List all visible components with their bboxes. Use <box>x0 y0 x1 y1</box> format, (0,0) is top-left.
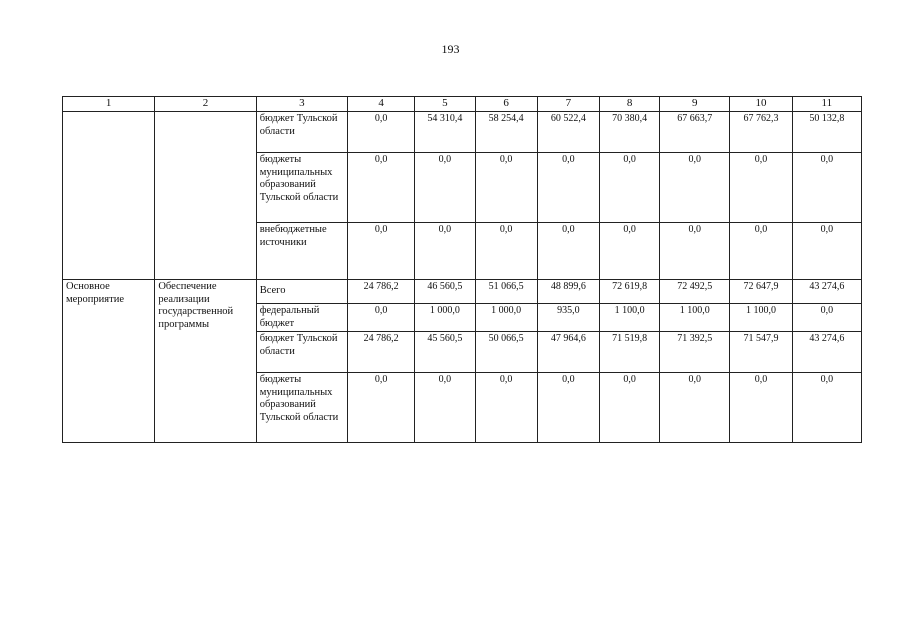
value-cell: 0,0 <box>348 112 415 153</box>
value-cell: 0,0 <box>415 223 475 280</box>
value-cell: 0,0 <box>660 373 730 443</box>
value-cell: 54 310,4 <box>415 112 475 153</box>
value-cell: 0,0 <box>348 153 415 223</box>
source-cell: бюджет Тульской области <box>256 332 347 373</box>
value-cell: 43 274,6 <box>792 332 861 373</box>
value-cell: 71 519,8 <box>599 332 659 373</box>
value-cell: 0,0 <box>348 223 415 280</box>
value-cell: 0,0 <box>537 153 599 223</box>
value-cell: 50 132,8 <box>792 112 861 153</box>
value-cell: 0,0 <box>792 304 861 332</box>
header-cell: 9 <box>660 97 730 112</box>
value-cell: 0,0 <box>415 373 475 443</box>
value-cell: 0,0 <box>475 223 537 280</box>
value-cell: 67 663,7 <box>660 112 730 153</box>
header-cell: 1 <box>63 97 155 112</box>
header-cell: 2 <box>155 97 256 112</box>
value-cell: 72 492,5 <box>660 280 730 304</box>
value-cell: 47 964,6 <box>537 332 599 373</box>
event-type-cell: Основное мероприятие <box>63 280 155 443</box>
empty-cell <box>155 112 256 280</box>
value-cell: 0,0 <box>599 373 659 443</box>
value-cell: 0,0 <box>599 153 659 223</box>
value-cell: 24 786,2 <box>348 280 415 304</box>
value-cell: 1 100,0 <box>599 304 659 332</box>
value-cell: 0,0 <box>537 373 599 443</box>
header-cell: 10 <box>730 97 792 112</box>
value-cell: 0,0 <box>730 153 792 223</box>
value-cell: 50 066,5 <box>475 332 537 373</box>
value-cell: 1 000,0 <box>415 304 475 332</box>
value-cell: 70 380,4 <box>599 112 659 153</box>
value-cell: 72 647,9 <box>730 280 792 304</box>
value-cell: 60 522,4 <box>537 112 599 153</box>
source-cell: бюджеты муниципальных образований Тульской области <box>256 153 347 223</box>
table-row <box>63 280 862 304</box>
source-cell: федеральный бюджет <box>256 304 347 332</box>
value-cell: 0,0 <box>730 223 792 280</box>
value-cell: 0,0 <box>660 223 730 280</box>
value-cell: 43 274,6 <box>792 280 861 304</box>
header-cell: 11 <box>792 97 861 112</box>
header-cell: 4 <box>348 97 415 112</box>
value-cell: 0,0 <box>792 223 861 280</box>
value-cell: 24 786,2 <box>348 332 415 373</box>
value-cell: 46 560,5 <box>415 280 475 304</box>
header-cell: 7 <box>537 97 599 112</box>
header-cell: 3 <box>256 97 347 112</box>
value-cell: 67 762,3 <box>730 112 792 153</box>
source-cell: Всего <box>256 280 347 304</box>
value-cell: 0,0 <box>348 304 415 332</box>
source-cell: бюджет Тульской области <box>256 112 347 153</box>
source-cell: внебюджетные источники <box>256 223 347 280</box>
value-cell: 1 100,0 <box>730 304 792 332</box>
value-cell: 935,0 <box>537 304 599 332</box>
value-cell: 0,0 <box>475 373 537 443</box>
budget-table <box>62 96 862 443</box>
value-cell: 0,0 <box>415 153 475 223</box>
value-cell: 0,0 <box>599 223 659 280</box>
value-cell: 1 100,0 <box>660 304 730 332</box>
value-cell: 0,0 <box>660 153 730 223</box>
page-number: 193 <box>441 42 460 56</box>
header-row <box>63 97 862 112</box>
value-cell: 1 000,0 <box>475 304 537 332</box>
table-row <box>63 112 862 153</box>
header-cell: 8 <box>599 97 659 112</box>
event-name-cell: Обеспечение реализации государственной программы <box>155 280 256 443</box>
value-cell: 71 547,9 <box>730 332 792 373</box>
value-cell: 0,0 <box>792 153 861 223</box>
value-cell: 51 066,5 <box>475 280 537 304</box>
header-cell: 5 <box>415 97 475 112</box>
value-cell: 48 899,6 <box>537 280 599 304</box>
value-cell: 71 392,5 <box>660 332 730 373</box>
value-cell: 45 560,5 <box>415 332 475 373</box>
source-cell: бюджеты муниципальных образований Тульской области <box>256 373 347 443</box>
value-cell: 0,0 <box>537 223 599 280</box>
empty-cell <box>63 112 155 280</box>
value-cell: 58 254,4 <box>475 112 537 153</box>
value-cell: 0,0 <box>730 373 792 443</box>
value-cell: 0,0 <box>348 373 415 443</box>
header-cell: 6 <box>475 97 537 112</box>
value-cell: 0,0 <box>792 373 861 443</box>
value-cell: 72 619,8 <box>599 280 659 304</box>
value-cell: 0,0 <box>475 153 537 223</box>
